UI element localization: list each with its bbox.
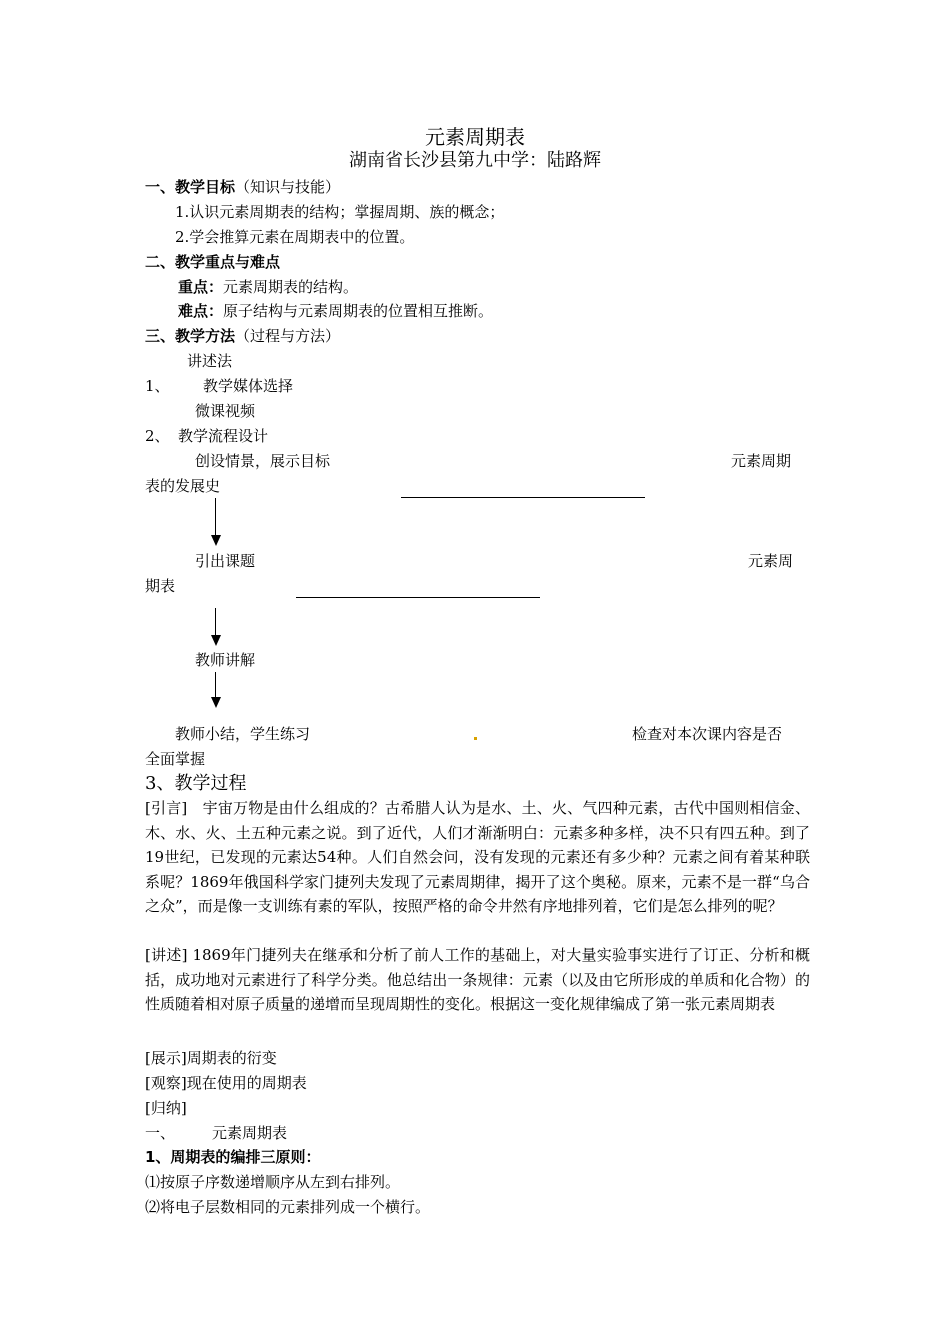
flow-step-3: 教师讲解 [195, 651, 256, 669]
flow-step-2-left: 引出课题 [195, 552, 256, 570]
section-1-heading [145, 177, 340, 197]
lecture-paragraph: [讲述] 1869年门捷列夫在继承和分析了前人工作的基础上，对大量实验事实进行了订正、分析和概括，成功地对元素进行了科学分类。他总结出一条规律：元素（以及由它所形成的单质和化合物）的性质随着相对原子质量的递增而呈现周期性的变化。根据这一变化规律编成了第一张元素周期表 [145, 946, 810, 1013]
media-heading: 教学媒体选择 [203, 377, 294, 395]
flow-arrow-shaft [215, 672, 216, 698]
flow-step-1-right: 元素周期 [731, 452, 792, 470]
part-num: 一、 [145, 1124, 176, 1142]
flow-num: 2、 [145, 427, 170, 445]
section-1-title: 一、教学目标 [145, 178, 236, 196]
marker-dot [474, 737, 477, 740]
document-author: 湖南省长沙县第九中学：陆路辉 [349, 150, 601, 171]
key-point [178, 277, 358, 297]
flow-step-2-wrap: 期表 [145, 577, 176, 595]
flow-step-4-left: 教师小结，学生练习 [175, 725, 311, 743]
down-arrow-icon [211, 535, 221, 546]
section-3-note: （过程与方法） [235, 327, 341, 345]
show-line: [展示]周期表的衍变 [145, 1049, 277, 1067]
intro-paragraph: [引言] 宇宙万物是由什么组成的？古希腊人认为是水、土、火、气四种元素，古代中国则相信金、木、水、火、土五种元素之说。到了近代，人们才渐渐明白：元素多种多样，决不只有四五种。到了19世纪，已发现的元素达54种。人们自然会问，没有发现的元素还有多少种？元素之间有着某种联系呢？1869年俄国科学家门捷列夫发现了元素周期律，揭开了这个奥秘。原来，元素不是一群“乌合之众”，而是像一支训练有素的军队，按照严格的命令井然有序地排列着，它们是怎么排列的呢？ [145, 799, 810, 915]
flow-step-4-wrap: 全面掌握 [145, 750, 206, 768]
flow-step-2-right: 元素周 [748, 552, 794, 570]
difficult-point-text: 原子结构与元素周期表的位置相互推断。 [223, 302, 494, 320]
flow-step-4-right: 检查对本次课内容是否 [632, 725, 783, 743]
key-point-label: 重点： [178, 278, 224, 296]
media-num: 1、 [145, 377, 170, 395]
summary-line: [归纳] [145, 1099, 187, 1117]
difficult-point-label: 难点： [178, 302, 224, 320]
flow-heading: 教学流程设计 [178, 427, 269, 445]
section-2-heading: 二、教学重点与难点 [145, 253, 281, 271]
down-arrow-icon [211, 697, 221, 708]
objective-item: 2.学会推算元素在周期表中的位置。 [175, 228, 415, 246]
key-point-text: 元素周期表的结构。 [223, 278, 359, 296]
flow-step-1-wrap: 表的发展史 [145, 477, 221, 495]
difficult-point [178, 301, 493, 321]
rule-item: ⑵将电子层数相同的元素排列成一个横行。 [145, 1198, 431, 1216]
rule-item: ⑴按原子序数递增顺序从左到右排列。 [145, 1173, 401, 1191]
flow-connector-line [296, 597, 540, 598]
flow-arrow-shaft [215, 498, 216, 536]
teaching-method: 讲述法 [187, 352, 233, 370]
rules-heading: 1、周期表的编排三原则： [145, 1148, 321, 1166]
section-3-heading [145, 326, 340, 346]
flow-arrow-shaft [215, 608, 216, 636]
document-title: 元素周期表 [425, 125, 525, 149]
media-choice: 微课视频 [195, 402, 256, 420]
part-title: 元素周期表 [212, 1124, 288, 1142]
objective-item: 1.认识元素周期表的结构；掌握周期、族的概念； [175, 203, 505, 221]
observe-line: [观察]现在使用的周期表 [145, 1074, 307, 1092]
section-1-note: （知识与技能） [235, 178, 341, 196]
flow-connector-line [401, 497, 645, 498]
flow-step-1-left: 创设情景，展示目标 [195, 452, 331, 470]
process-heading: 3、教学过程 [145, 773, 247, 794]
down-arrow-icon [211, 635, 221, 646]
section-3-title: 三、教学方法 [145, 327, 236, 345]
